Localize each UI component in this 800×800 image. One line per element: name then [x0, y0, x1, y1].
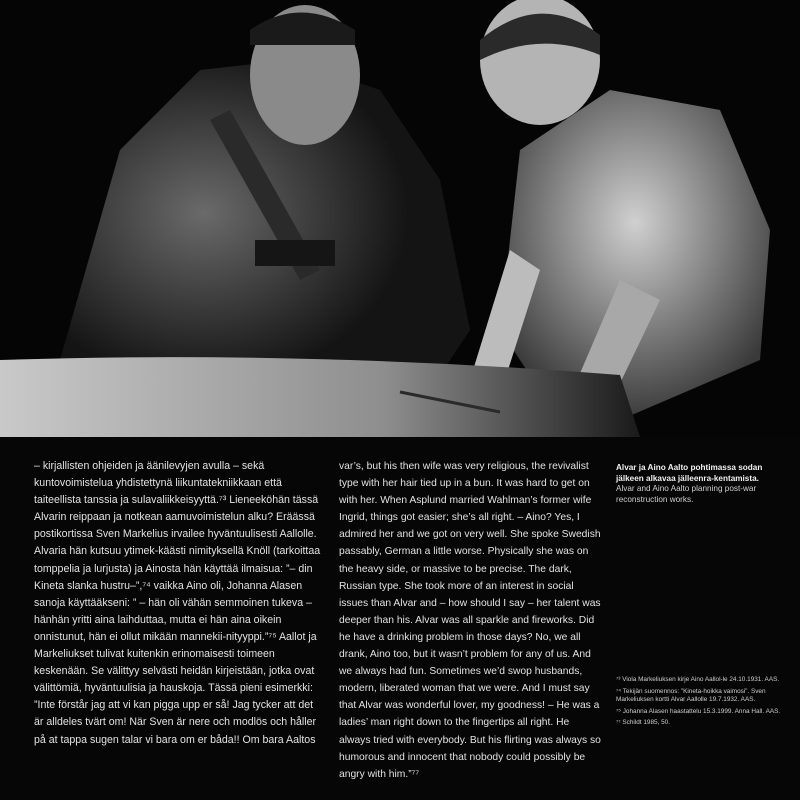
body-text-column-2: [339, 458, 601, 783]
caption-english: Alvar and Aino Aalto planning post-war reconstruction works.: [616, 484, 757, 504]
footnote: ⁷⁴ Tekijän suomennos: ”Kineta-hoikka vaimosi”. Sven Markeliuksen kortti Alvar Aallolle 19.7.1932. AAS.: [616, 687, 766, 704]
caption-finnish: Alvar ja Aino Aalto pohtimassa sodan jälkeen alkavaa jälleenra-kentamista.: [616, 463, 763, 483]
paragraph-finnish: – kirjallisten ohjeiden ja äänilevyjen avulla – sekä kuntovoimistelua yhdistettynä liikuntatekniikkaan että taiteellista tanssia ja sulavaliikkeisyyttä.⁷³ Lieneeköhän tässä Alvarin reippaan ja notkean aamuvoimistelun alku? Eräässä postikortissa Sven Markelius irvailee hyväntuulisesti Aallolle. Alvaria hän kutsuu ytimek-käästi nimityksellä Knöll (tarkoittaa tomppelia ja lurjusta) ja Ainosta hän käyttää ilmaisua: ”– din Kineta slanka hustru–”,⁷⁴ vaikka Aino oli, Johanna Alasen sanoja käyttääkseni: ” – hän oli vähän semmoinen tukeva – hänhän yritti aina laihduttaa, mutta ei hän aina oikein onnistunut, hän ei ollut mikään mannekii-nityyppi.”⁷⁵ Aallot ja Markeliukset tulivat kuitenkin erinomaisesti toimeen keskenään. Se välittyy selvästi heidän kirjeistään, jotka ovat välittömiä, hyväntuulisia ja hauskoja. Tässä pieni esimerkki: ”Inte förstår jag att vi kan pigga upp er så! Jag tycker att det är alldeles tvärt om! När Sven är nere och modlös och håller på at tappa sugen talar vi bara om er båda!! Om bara Aaltos: [34, 460, 321, 746]
paragraph-english: var’s, but his then wife was very religious, the revivalist type with her hair tied up in a bun. It was hard to get on with her. When Asplund married Wahlman’s former wife Ingrid, things got easier; she’s all right. – Aino? Yes, I admired her and we got on very well. She spoke Swedish passably, German a little worse. Physically she was on the heavy side, or massive to be precise. The dark, Russian type. She took more of an interest in social issues than Alvar and – how should I say – her talent was deeper than his. Alvar was all sparkle and fireworks. Did he have a drinking problem in those days? No, we all drank, Aino too, but it wasn’t problem for any of us. And we always had fun. Sometimes we’d swop husbands, modern, liberated woman that we were. And I must say that Alvar was wonderful lover, my goodness! – He was a ladies’ man right down to the fingertips all right. He always tried with everybody. But his flirting was always so humorous and innocent that nobody could possibly be angry with him.”⁷⁷: [339, 461, 601, 780]
footnote: ⁷⁵ Johanna Alasen haastattelu 15.3.1999. Anna Hall. AAS.: [616, 707, 781, 715]
footnote: ⁷³ Viola Markeliuksen kirje Aino Aallol-le 24.10.1931. AAS.: [616, 676, 780, 683]
photo-caption: [616, 463, 786, 505]
body-text-column-1: [34, 458, 324, 749]
footnotes: [616, 676, 788, 731]
footnote: ⁷⁷ Schildt 1985, 50.: [616, 719, 671, 727]
